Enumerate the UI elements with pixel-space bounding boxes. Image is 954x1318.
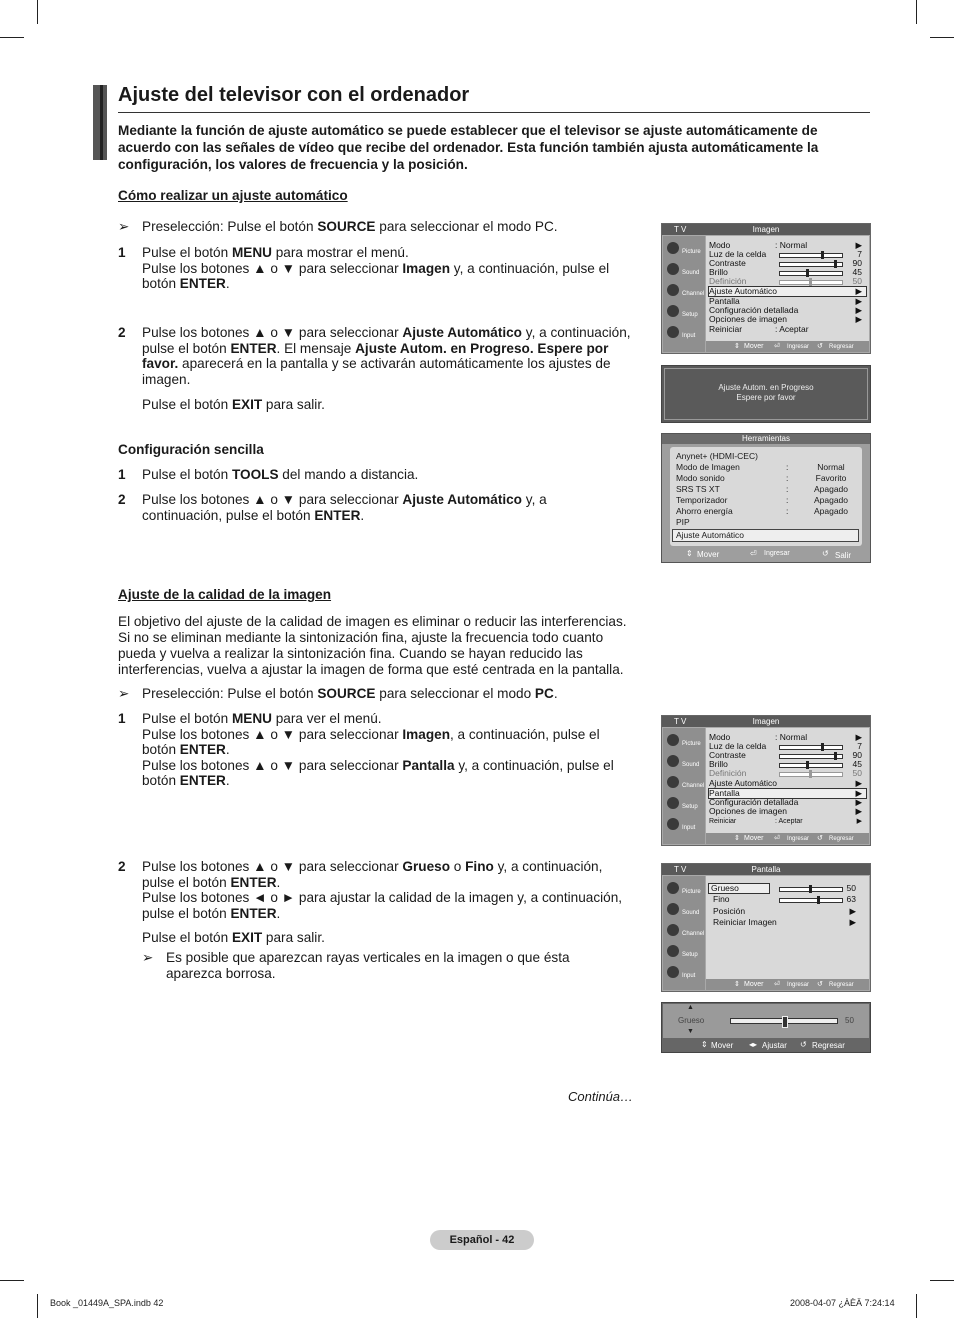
crop-mark (37, 1294, 38, 1318)
tools-body (670, 447, 862, 546)
menu-item-ajuste-automatico[interactable] (709, 287, 866, 296)
crop-mark (37, 0, 38, 24)
hint-mover: Mover (744, 343, 764, 350)
arrow-up-icon: ▲ (687, 1004, 694, 1011)
setup-icon (667, 945, 679, 957)
level-bar (779, 754, 843, 759)
input-icon (667, 818, 679, 830)
sidebar-label: Input (682, 825, 696, 831)
hint-regresar: Regresar (829, 836, 854, 842)
preselection-text: Preselección: Pulse el botón SOURCE para seleccionar el modo PC. (142, 219, 558, 234)
arrow-right-icon: ▶ (849, 906, 856, 916)
sidebar-label: Picture (682, 741, 701, 747)
osd-main (706, 876, 869, 979)
sidebar-label: Picture (682, 889, 701, 895)
tools-row-colon: : (786, 495, 789, 505)
tools-row-value: Normal (817, 462, 845, 472)
step-number: 1 (118, 711, 126, 726)
level-knob (821, 743, 824, 751)
osd-picture-menu-pantalla (661, 715, 871, 846)
hint-ajustar: Ajustar (762, 1041, 787, 1050)
menu-item-value: : Normal (775, 732, 808, 742)
sidebar-label: Setup (682, 952, 698, 958)
step-1-text: Pulse el botón MENU para mostrar el menú. Pulse los botones ▲ o ▼ para seleccionar Imagen y, a continuación, pulse el botón ENTER. (142, 245, 610, 291)
level-knob (821, 251, 824, 259)
sidebar-item-input[interactable] (665, 816, 705, 835)
return-icon: ↺ (800, 1040, 807, 1049)
tools-row-label: Modo de Imagen (676, 462, 740, 472)
updown-icon: ⇕ (734, 835, 740, 842)
tools-row-selected[interactable] (672, 529, 859, 542)
arrow-right-icon: ▶ (855, 806, 862, 816)
menu-item-label: Opciones de imagen (709, 806, 787, 816)
menu-item-label: Ajuste Automático (709, 286, 778, 296)
osd-picture-menu (661, 223, 871, 354)
sidebar-item-channel[interactable] (665, 922, 705, 941)
menu-item-value: 63 (846, 894, 856, 904)
arrow-right-icon: ▶ (855, 314, 862, 324)
sidebar-label: Channel (682, 291, 705, 297)
osd-sidebar (663, 728, 705, 844)
level-bar (779, 887, 843, 892)
step-number: 2 (118, 492, 126, 507)
step-2-text: Pulse los botones ▲ o ▼ para seleccionar Grueso o Fino y, a continuación, pulse el botón ENTER. Pulse los botones ◄ o ► para ajustar la calidad de la imagen y, a continuación, pulse el botón ENTER. (142, 859, 623, 921)
tools-row-label: Anynet+ (HDMI-CEC) (676, 451, 758, 461)
page-title: Ajuste del televisor con el ordenador (118, 84, 470, 106)
menu-item-value: 50 (852, 276, 862, 286)
osd-footer (706, 979, 869, 990)
arrow-right-icon: ▶ (855, 305, 862, 315)
print-date: 2008-04-07 ¿ÀÈÄ 7:24:14 (790, 1298, 895, 1308)
osd-main (706, 728, 869, 833)
picture-icon (667, 734, 679, 746)
slider-body (663, 1004, 869, 1038)
menu-item-label: Grueso (709, 884, 769, 893)
step-number: 1 (118, 467, 126, 482)
menu-item-ajuste-automatico[interactable] (709, 779, 866, 788)
osd-title: Imagen (752, 225, 780, 234)
hint-ingresar: Ingresar (787, 344, 810, 350)
hint-ingresar: Ingresar (787, 982, 810, 988)
progress-line-1: Ajuste Autom. en Progreso (718, 383, 814, 392)
menu-item-posicion[interactable] (709, 907, 866, 916)
tools-row-label: Ajuste Automático (676, 530, 745, 540)
menu-item-fino[interactable] (709, 895, 866, 904)
step-1-text: Pulse el botón MENU para ver el menú. Pulse los botones ▲ o ▼ para seleccionar Imagen, a continuación, pulse el botón ENTER. Pulse los botones ▲ o ▼ para seleccionar Pantalla y, a continuación, pulse el botón ENTER. (142, 711, 614, 788)
menu-item-label: Modo (709, 240, 731, 250)
hint-ingresar: Ingresar (787, 836, 810, 842)
arrow-right-icon: ▶ (855, 778, 862, 788)
menu-item-value: 45 (852, 267, 862, 277)
osd-header (662, 716, 870, 727)
tools-row-value: Apagado (813, 495, 849, 505)
sidebar-label: Picture (682, 249, 701, 255)
exit-text: Pulse el botón EXIT para salir. (142, 930, 325, 945)
sound-icon (667, 263, 679, 275)
tools-row-label: PIP (676, 517, 690, 527)
crop-mark (916, 1294, 917, 1318)
progress-line-2: Espere por favor (736, 393, 796, 402)
return-icon: ↺ (822, 549, 829, 558)
tools-row[interactable] (676, 506, 849, 517)
tools-row-colon: : (786, 484, 789, 494)
level-bar (779, 898, 843, 903)
tools-row-value: Apagado (813, 484, 849, 494)
menu-item-label: Contraste (709, 750, 746, 760)
setup-icon (667, 797, 679, 809)
tools-row[interactable] (676, 451, 758, 462)
menu-item-value: 50 (846, 883, 856, 893)
exit-text: Pulse el botón EXIT para salir. (142, 397, 325, 412)
sidebar-item-channel[interactable] (665, 282, 705, 301)
tools-footer (662, 548, 870, 562)
arrow-right-icon: ▶ (855, 788, 862, 798)
tools-row-label: Modo sonido (676, 473, 725, 483)
step-number: 2 (118, 325, 126, 340)
sidebar-item-setup[interactable] (665, 943, 705, 962)
osd-tv-label: T V (674, 225, 687, 234)
step-1-text: Pulse el botón TOOLS del mando a distancia. (142, 467, 419, 482)
menu-item-label: Pantalla (709, 296, 740, 306)
page-number-badge: Español - 42 (430, 1230, 534, 1250)
menu-item-label: Definición (709, 276, 747, 286)
tools-row-value: Favorito (815, 473, 847, 483)
menu-item-label: Fino (713, 894, 730, 904)
slider-track[interactable] (730, 1018, 838, 1024)
menu-item-contraste[interactable] (709, 751, 866, 760)
osd-header (662, 864, 870, 875)
sidebar-item-channel[interactable] (665, 774, 705, 793)
tools-row[interactable] (676, 473, 847, 484)
osd-main (706, 236, 869, 341)
menu-item-value: 90 (852, 258, 862, 268)
osd-sidebar (663, 236, 705, 352)
osd-footer (706, 833, 869, 844)
return-icon: ↺ (817, 981, 823, 988)
step-number: 2 (118, 859, 126, 874)
tools-row[interactable] (676, 517, 690, 528)
sidebar-label: Channel (682, 783, 705, 789)
updown-icon: ⇕ (686, 549, 693, 558)
level-knob (809, 770, 812, 778)
menu-item-value: 7 (857, 741, 862, 751)
tools-row-colon: : (786, 462, 789, 472)
sound-icon (667, 903, 679, 915)
enter-icon: ⏎ (774, 343, 780, 350)
step-2-text: Pulse los botones ▲ o ▼ para seleccionar Ajuste Automático y, a continuación, pulse el botón ENTER. El mensaje Ajuste Autom. en Progreso. Espere por favor. aparecerá en la pantalla y se activarán automáticamente los ajustes de imagen. (142, 325, 631, 387)
input-icon (667, 326, 679, 338)
crop-mark (930, 37, 954, 38)
level-knob (809, 885, 812, 893)
sidebar-item-setup[interactable] (665, 303, 705, 322)
slider-value: 50 (845, 1016, 854, 1025)
quality-paragraph: El objetivo del ajuste de la calidad de imagen es eliminar o reducir las interferencias. Si no se eliminan mediante la sintonización fina, ajuste la frecuencia todo cuanto pueda y vuelva a realizar la sintonización fina. Cuando se hayan reducido las interferencias, vuelva a ajustar la imagen de forma que esté centrada en la pantalla. (118, 614, 627, 677)
arrow-right-icon: ▶ (855, 286, 862, 296)
input-icon (667, 966, 679, 978)
return-icon: ↺ (817, 835, 823, 842)
level-knob (806, 269, 809, 277)
picture-icon (667, 242, 679, 254)
tools-row-label: Temporizador (676, 495, 728, 505)
title-accent-bar (100, 85, 103, 160)
hint-mover: Mover (744, 835, 764, 842)
arrow-icon: ➢ (118, 686, 130, 701)
hint-ingresar: Ingresar (764, 550, 790, 557)
step-number: 1 (118, 245, 126, 260)
tools-row[interactable] (676, 495, 849, 506)
arrow-icon: ➢ (142, 950, 154, 965)
channel-icon (667, 284, 679, 296)
menu-item-value: : Aceptar (775, 324, 809, 334)
arrow-right-icon: ▶ (855, 732, 862, 742)
menu-item-label: Definición (709, 768, 747, 778)
menu-item-label: Reiniciar (709, 324, 743, 334)
menu-item-label: Luz de la celda (709, 249, 767, 259)
menu-item-label: Reiniciar Imagen (713, 917, 777, 927)
menu-item-opciones[interactable] (709, 315, 866, 324)
intro-paragraph: Mediante la función de ajuste automático se puede establecer que el televisor se ajuste automáticamente de acuerdo con las señales de vídeo que recibe del ordenador. Esta función también ajusta automáticamente la configuración, los valores de frecuencia y la posición. (118, 123, 819, 172)
sidebar-label: Setup (682, 312, 698, 318)
channel-icon (667, 924, 679, 936)
arrow-right-icon: ▶ (856, 818, 862, 825)
crop-mark (916, 0, 917, 24)
grueso-slider-panel (661, 1002, 871, 1053)
continue-label: Continúa… (568, 1089, 634, 1104)
sidebar-label: Setup (682, 804, 698, 810)
crop-mark (0, 1280, 24, 1281)
slider-label: Grueso (678, 1016, 705, 1025)
level-bar (779, 262, 843, 267)
hint-mover: Mover (697, 550, 720, 559)
menu-item-label: Configuración detallada (709, 305, 799, 315)
crop-mark (0, 37, 24, 38)
crop-mark (930, 1280, 954, 1281)
sidebar-item-input[interactable] (665, 964, 705, 983)
arrow-right-icon: ▶ (855, 240, 862, 250)
progress-dialog-inner (664, 368, 868, 420)
file-name: Book _01449A_SPA.indb 42 (50, 1298, 164, 1308)
step-2-text: Pulse los botones ▲ o ▼ para seleccionar Ajuste Automático y, a continuación, pulse el botón ENTER. (142, 492, 547, 523)
level-bar (779, 763, 843, 768)
level-knob (806, 761, 809, 769)
level-knob (817, 896, 820, 904)
sidebar-item-sound[interactable] (665, 261, 705, 280)
progress-dialog (661, 365, 871, 423)
arrow-right-icon: ▶ (855, 296, 862, 306)
level-bar (779, 745, 843, 750)
level-bar (779, 772, 843, 777)
slider-footer (663, 1039, 869, 1051)
menu-item-label: Ajuste Automático (709, 778, 778, 788)
enter-icon: ⏎ (750, 549, 757, 558)
tools-row[interactable] (676, 462, 845, 473)
hint-mover: Mover (711, 1041, 734, 1050)
osd-sidebar (663, 876, 705, 990)
menu-item-value: 45 (852, 759, 862, 769)
channel-icon (667, 776, 679, 788)
osd-footer (706, 341, 869, 352)
sound-icon (667, 755, 679, 767)
arrow-icon: ➢ (118, 219, 130, 234)
tools-row-colon: : (786, 473, 789, 483)
level-bar (779, 253, 843, 258)
menu-item-reiniciar[interactable] (709, 325, 866, 334)
note-text: Es posible que aparezcan rayas verticales en la imagen o que ésta aparezca borrosa. (166, 950, 570, 981)
menu-item-label: Modo (709, 732, 731, 742)
tools-row-value: Apagado (813, 506, 849, 516)
menu-item-reiniciar-imagen[interactable] (709, 918, 866, 927)
menu-item-label: Brillo (709, 759, 728, 769)
hint-mover: Mover (744, 981, 764, 988)
menu-item-value: : Normal (775, 240, 808, 250)
sidebar-label: Channel (682, 931, 705, 937)
picture-icon (667, 882, 679, 894)
menu-item-label: Reiniciar (709, 818, 737, 825)
osd-tv-label: T V (674, 865, 687, 874)
menu-item-value: 50 (852, 768, 862, 778)
menu-item-label: Configuración detallada (709, 797, 799, 807)
sidebar-item-picture[interactable] (665, 732, 705, 751)
menu-item-opciones[interactable] (709, 807, 866, 816)
tools-row[interactable] (676, 484, 849, 495)
menu-item-value: 90 (852, 750, 862, 760)
section-heading-auto: Cómo realizar un ajuste automático (118, 188, 348, 203)
menu-item-label: Pantalla (709, 788, 740, 798)
hint-salir: Salir (835, 551, 852, 560)
tools-panel (661, 433, 871, 563)
section-heading-quality: Ajuste de la calidad de la imagen (118, 587, 332, 602)
level-bar (779, 280, 843, 285)
updown-icon: ⇕ (734, 343, 740, 350)
arrow-down-icon: ▼ (687, 1028, 694, 1035)
hint-regresar: Regresar (812, 1041, 845, 1050)
menu-item-value: : Aceptar (775, 818, 803, 825)
osd-pantalla-menu (661, 863, 871, 992)
leftright-icon: ◂▸ (749, 1040, 758, 1049)
sidebar-label: Sound (682, 270, 700, 276)
tools-title: Herramientas (662, 434, 870, 444)
title-rule (118, 112, 870, 113)
menu-item-label: Contraste (709, 258, 746, 268)
menu-item-definicion (709, 769, 866, 778)
menu-item-reiniciar[interactable] (709, 817, 866, 826)
return-icon: ↺ (817, 343, 823, 350)
enter-icon: ⏎ (774, 981, 780, 988)
level-bar (779, 271, 843, 276)
updown-icon: ⇕ (701, 1040, 708, 1049)
tools-row-colon: : (786, 506, 789, 516)
menu-item-grueso[interactable] (709, 884, 866, 893)
tools-row-label: Ahorro energía (676, 506, 733, 516)
hint-regresar: Regresar (829, 982, 854, 988)
menu-item-label: Opciones de imagen (709, 314, 787, 324)
sidebar-label: Input (682, 973, 696, 979)
sidebar-item-picture[interactable] (665, 240, 705, 259)
menu-item-label: Luz de la celda (709, 741, 767, 751)
osd-title: Imagen (752, 717, 780, 726)
sidebar-label: Sound (682, 910, 700, 916)
setup-icon (667, 305, 679, 317)
sidebar-label: Sound (682, 762, 700, 768)
sidebar-item-sound[interactable] (665, 901, 705, 920)
osd-tv-label: T V (674, 717, 687, 726)
menu-item-value: 7 (857, 249, 862, 259)
level-knob (834, 752, 837, 760)
tools-row-label: SRS TS XT (676, 484, 720, 494)
updown-icon: ⇕ (734, 981, 740, 988)
sidebar-item-sound[interactable] (665, 753, 705, 772)
sidebar-label: Input (682, 333, 696, 339)
hint-regresar: Regresar (829, 344, 854, 350)
level-knob (834, 260, 837, 268)
level-knob (809, 278, 812, 286)
osd-title: Pantalla (751, 865, 781, 874)
arrow-right-icon: ▶ (855, 797, 862, 807)
menu-item-label: Brillo (709, 267, 728, 277)
preselection-text: Preselección: Pulse el botón SOURCE para seleccionar el modo PC. (142, 686, 558, 701)
sidebar-item-setup[interactable] (665, 795, 705, 814)
menu-item-contraste[interactable] (709, 259, 866, 268)
osd-header (662, 224, 870, 235)
enter-icon: ⏎ (774, 835, 780, 842)
sidebar-item-input[interactable] (665, 324, 705, 343)
sidebar-item-picture[interactable] (665, 880, 705, 899)
section-heading-easy: Configuración sencilla (118, 442, 264, 457)
slider-knob[interactable] (782, 1016, 788, 1028)
arrow-right-icon: ▶ (849, 917, 856, 927)
menu-item-label: Posición (713, 906, 746, 916)
menu-item-definicion (709, 277, 866, 286)
